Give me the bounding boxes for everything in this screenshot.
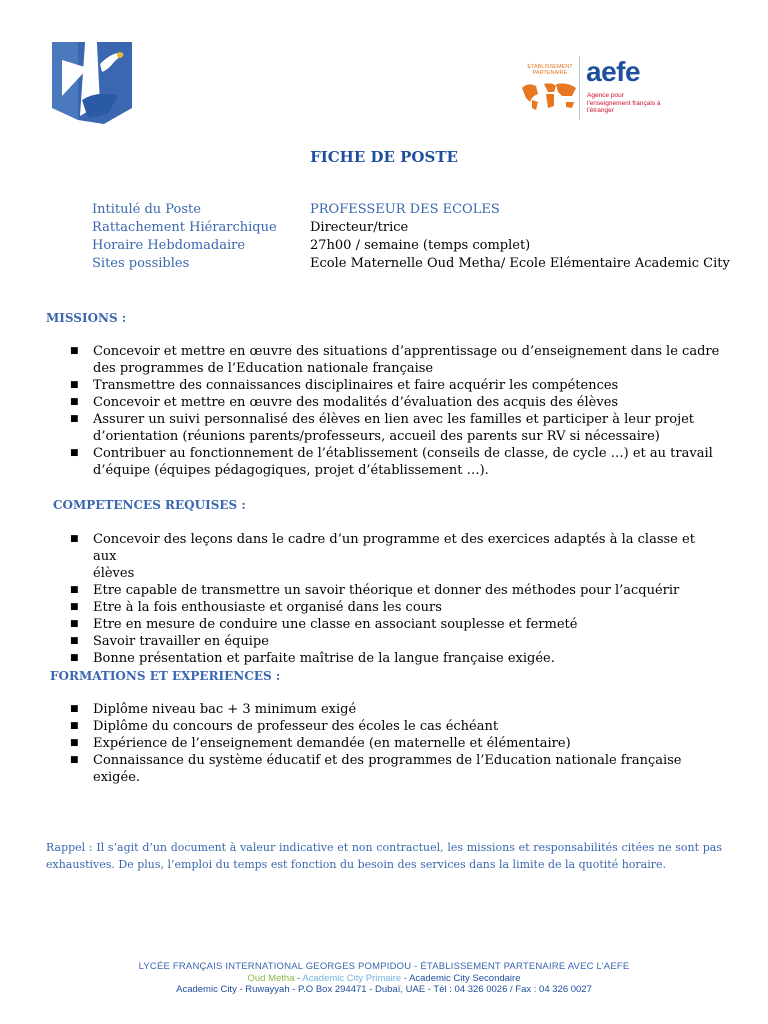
- list-item: ■ Diplôme du concours de professeur des écoles le cas échéant: [70, 719, 499, 734]
- footer-school-name: LYCÉE FRANÇAIS INTERNATIONAL GEORGES POMPIDOU - ÉTABLISSEMENT PARTENAIRE AVEC L’AEFE: [138, 961, 630, 972]
- bullet-icon: ■: [70, 721, 79, 731]
- aefe-partner-label: ÉTABLISSEMENT PARTENAIRE: [527, 64, 573, 76]
- footer-address: Academic City - Ruwayyah - P.O Box 294471 - Dubaï, UAE - Tél : 04 326 0026 / Fax : 04 326 0027: [176, 984, 592, 995]
- info-value: PROFESSEUR DES ECOLES: [310, 202, 500, 217]
- list-item: ■ Expérience de l’enseignement demandée (en maternelle et élémentaire): [70, 736, 571, 751]
- info-row: [92, 220, 732, 238]
- info-row: [92, 202, 732, 220]
- bullet-icon: ■: [70, 448, 79, 458]
- info-row: [92, 256, 732, 274]
- list-item: ■ Transmettre des connaissances disciplinaires et faire acquérir les compétences: [70, 378, 619, 393]
- info-value: 27h00 / semaine (temps complet): [310, 238, 531, 253]
- formations-heading: FORMATIONS ET EXPERIENCES :: [50, 669, 281, 683]
- footer-sites: Oud Metha - Academic City Primaire - Academic City Secondaire: [247, 973, 521, 984]
- competences-list: [70, 531, 720, 667]
- aefe-tagline: Agence pour l'enseignement français à l'étranger: [587, 92, 661, 114]
- bullet-icon: ■: [70, 414, 79, 424]
- aefe-wordmark: aefe: [586, 56, 641, 87]
- missions-heading: MISSIONS :: [46, 311, 127, 325]
- list-item: ■ Bonne présentation et parfaite maîtrise de la langue française exigée.: [70, 651, 555, 666]
- list-item: ■ Connaissance du système éducatif et des programmes de l’Education nationale française exigée.: [70, 753, 682, 785]
- info-label: Intitulé du Poste: [92, 202, 201, 217]
- list-item: ■ Concevoir et mettre en œuvre des situations d’apprentissage ou d’enseignement dans le cadre des programmes de l’Education nationale française: [70, 344, 720, 376]
- info-value: Directeur/trice: [310, 220, 409, 235]
- aefe-divider: [579, 56, 580, 120]
- competences-heading: COMPETENCES REQUISES :: [53, 498, 246, 512]
- aefe-logo: [516, 52, 666, 122]
- formations-list: [70, 701, 720, 786]
- list-item: ■ Concevoir et mettre en œuvre des modalités d’évaluation des acquis des élèves: [70, 395, 619, 410]
- footer-site-secondaire: Academic City Secondaire: [409, 973, 521, 984]
- school-sail-logo-icon: [48, 24, 136, 128]
- list-item: ■ Etre capable de transmettre un savoir théorique et donner des méthodes pour l’acquérir: [70, 583, 680, 598]
- bullet-icon: ■: [70, 380, 79, 390]
- bullet-icon: ■: [70, 636, 79, 646]
- bullet-icon: ■: [70, 585, 79, 595]
- list-item: ■ Contribuer au fonctionnement de l’établissement (conseils de classe, de cycle …) et au travail d’équipe (équipes pédagogiques, projet d’établissement …).: [70, 446, 713, 478]
- page-title: FICHE DE POSTE: [310, 148, 458, 166]
- list-item: ■ Savoir travailler en équipe: [70, 634, 269, 649]
- disclaimer-note: Rappel : Il s’agit d’un document à valeur indicative et non contractuel, les missions et responsabilités citées ne sont pas exhaustives. De plus, l’emploi du temps est fonction du besoin des services dans la limite de la quotité horaire.: [46, 841, 722, 871]
- list-item: ■ Etre en mesure de conduire une classe en associant souplesse et fermeté: [70, 617, 578, 632]
- info-value: Ecole Maternelle Oud Metha/ Ecole Elémentaire Academic City: [310, 256, 730, 271]
- world-map-icon: [518, 80, 578, 112]
- list-item: ■ Diplôme niveau bac + 3 minimum exigé: [70, 702, 357, 717]
- info-row: [92, 238, 732, 256]
- info-label: Sites possibles: [92, 256, 190, 271]
- bullet-icon: ■: [70, 653, 79, 663]
- bullet-icon: ■: [70, 534, 79, 544]
- bullet-icon: ■: [70, 704, 79, 714]
- bullet-icon: ■: [70, 346, 79, 356]
- footer-site-primaire: Academic City Primaire: [302, 973, 402, 984]
- footer-site-oud-metha: Oud Metha: [247, 973, 295, 984]
- bullet-icon: ■: [70, 397, 79, 407]
- list-item: ■ Assurer un suivi personnalisé des élèves en lien avec les familles et participer à leur projet d’orientation (réunions parents/professeurs, accueil des parents sur RV si nécessaire): [70, 412, 695, 444]
- bullet-icon: ■: [70, 602, 79, 612]
- list-item: ■ Etre à la fois enthousiaste et organisé dans les cours: [70, 600, 442, 615]
- missions-list: [70, 343, 720, 479]
- bullet-icon: ■: [70, 738, 79, 748]
- bullet-icon: ■: [70, 755, 79, 765]
- info-label: Horaire Hebdomadaire: [92, 238, 246, 253]
- list-item: ■ Concevoir des leçons dans le cadre d’un programme et des exercices adaptés à la classe et aux élèves: [70, 532, 695, 581]
- bullet-icon: ■: [70, 619, 79, 629]
- info-label: Rattachement Hiérarchique: [92, 220, 277, 235]
